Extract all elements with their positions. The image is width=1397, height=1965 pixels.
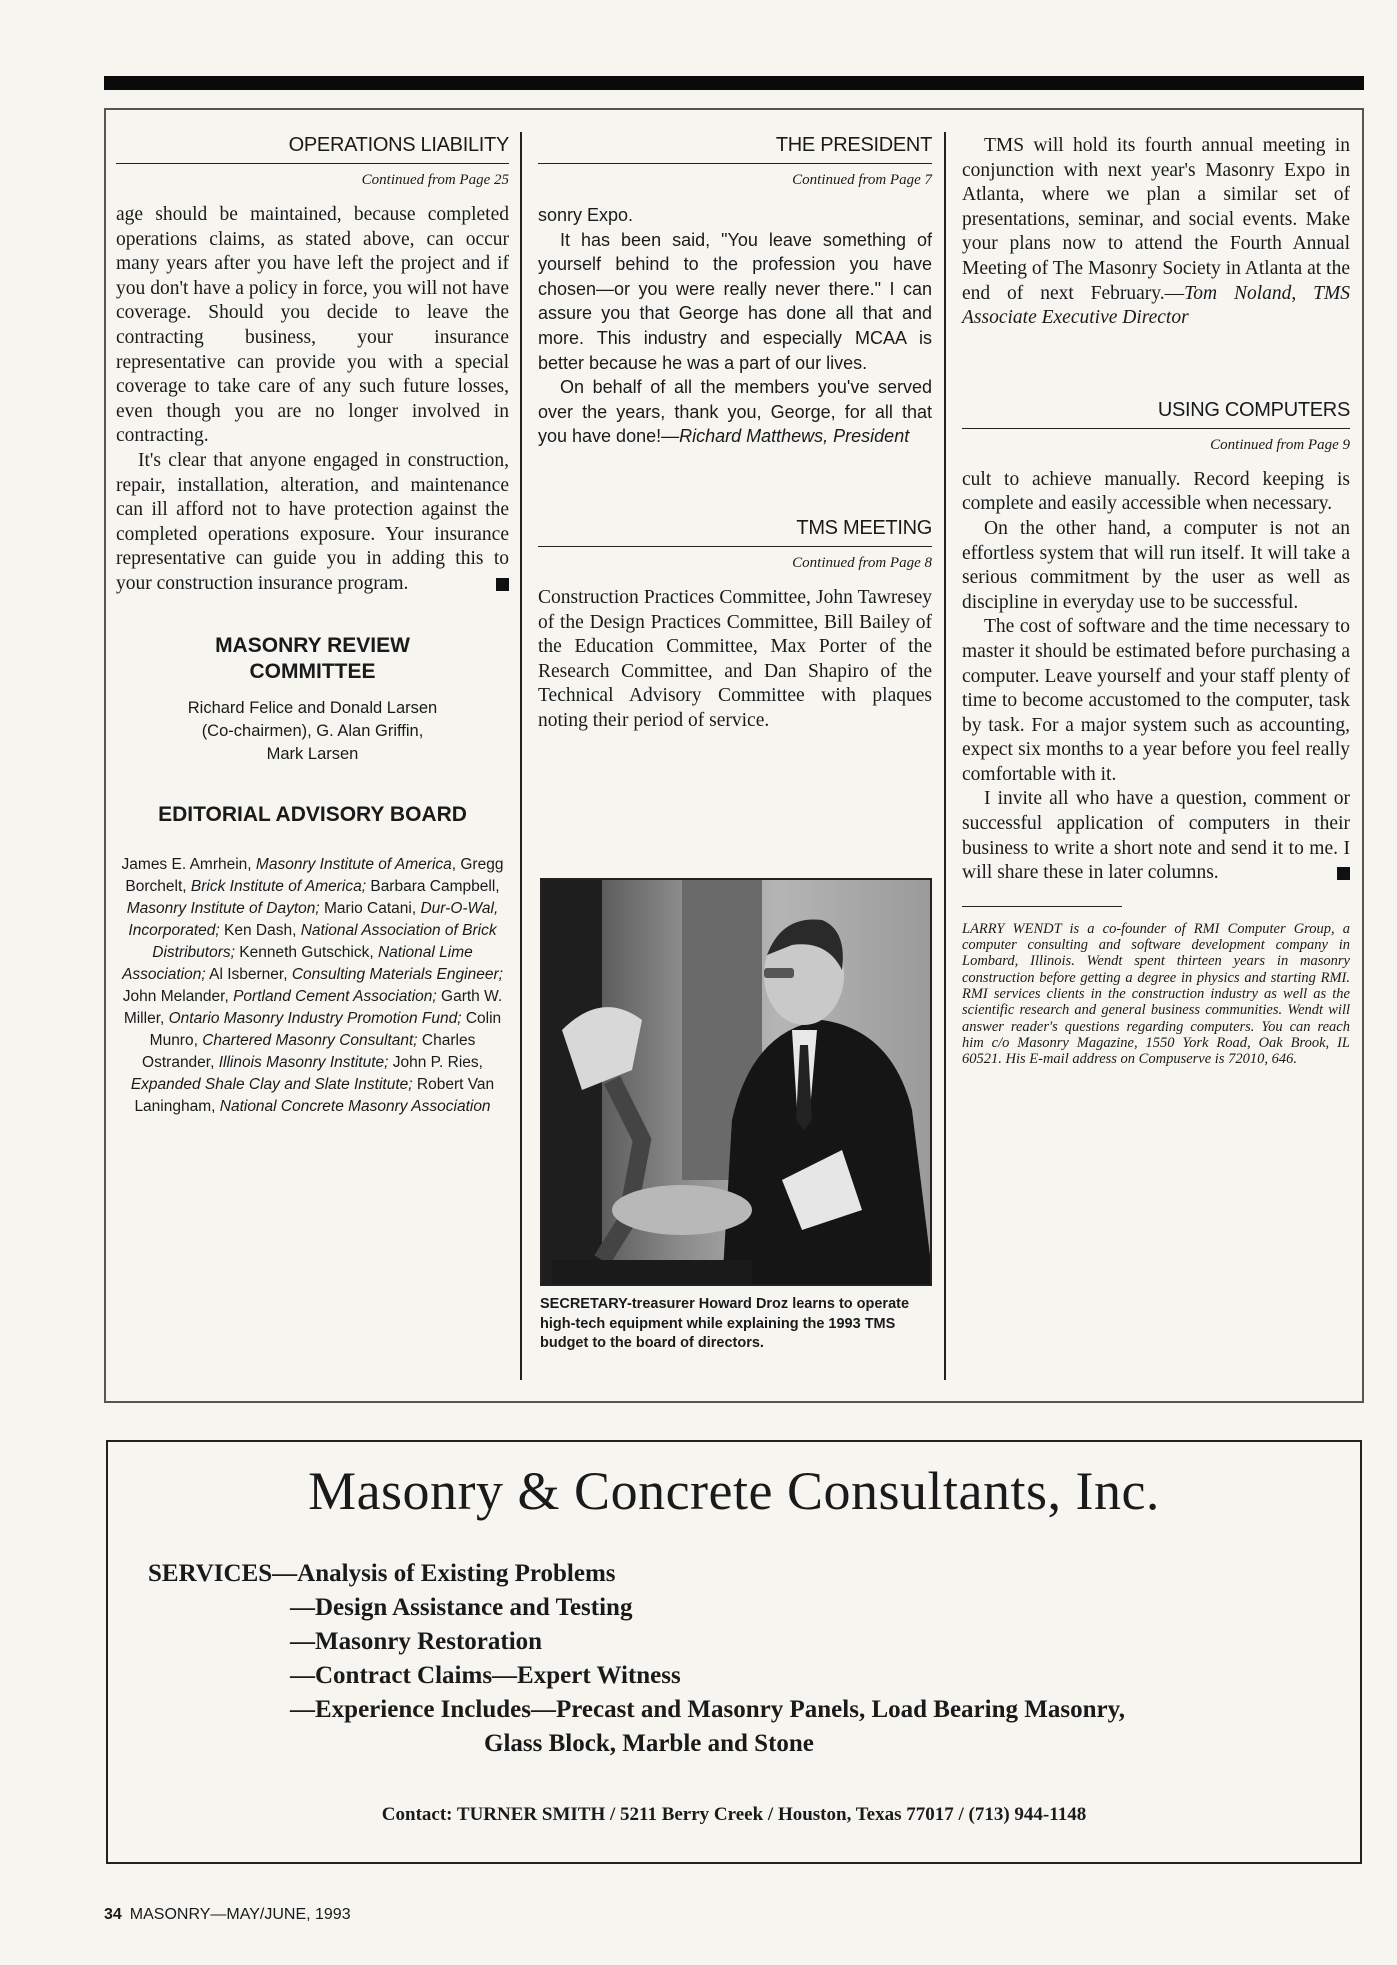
photo-howard-droz — [540, 878, 932, 1286]
ad-service-line: SERVICES—Analysis of Existing Problems — [148, 1560, 616, 1587]
section-title: USING COMPUTERS — [962, 399, 1350, 429]
author-bio: LARRY WENDT is a co-founder of RMI Computer Group, a computer consulting and software development company in Lombard, Illinois. Wendt spent thirteen years in masonry construction before getting a degree in physics and starting RMI. RMI services clients in the construction industry as well as the scientific research and general business communities. Wendt will answer reader's questions regarding computers. You can reach him c/o Masonry Magazine, 1550 York Road, Oak Brook, IL 60521. His E-mail address on Compuserve is 72010, 646. — [962, 920, 1350, 1068]
column-computers — [962, 134, 1350, 1068]
article-paragraph: I invite all who have a question, comment or successful application of computers in their business to write a short note and send it to me. I will share these in later columns. — [962, 788, 1350, 884]
continued-note: Continued from Page 25 — [361, 172, 509, 188]
photo-caption: SECRETARY-treasurer Howard Droz learns to operate high-tech equipment while explaining the 1993 TMS budget to the board of directors. — [540, 1296, 910, 1351]
page-number: 34 — [104, 1906, 122, 1923]
ad-contact: Contact: TURNER SMITH / 5211 Berry Creek / Houston, Texas 77017 / (713) 944-1148 — [381, 1804, 1087, 1825]
article-paragraph: It has been said, "You leave something of yourself behind to the profession you have chosen—or you were really never there." I can assure you that George has done all that and more. This industry and especially MCAA is better because he was a part of our lives. — [538, 229, 932, 373]
column-rule-2 — [944, 132, 946, 1380]
ad-title: Masonry & Concrete Consultants, Inc. — [308, 1461, 1160, 1521]
continued-note: Continued from Page 9 — [1210, 436, 1350, 453]
review-committee-heading: MASONRY REVIEW COMMITTEE — [215, 633, 410, 683]
article-paragraph: On the other hand, a computer is not an effortless system that will run itself. It will take a serious commitment by the user as well as discipline in everyday use to be successful. — [962, 517, 1350, 613]
editorial-board-members: James E. Amrhein, Masonry Institute of America, Gregg Borchelt, Brick Institute of America; Barbara Campbell, Masonry Institute of Dayton; Mario Catani, Dur-O-Wal, Incorporated; Ken Dash, National Association of Brick Distributors; Kenneth Gutschick, National Lime Association; Al Isberner, Consulting Materials Engineer; John Melander, Portland Cement Association; Garth W. Miller, Ontario Masonry Industry Promotion Fund; Colin Munro, Chartered Masonry Consultant; Charles Ostrander, Illinois Masonry Institute; John P. Ries, Expanded Shale Clay and Slate Institute; Robert Van Laningham, National Concrete Masonry Association — [121, 855, 504, 1115]
ad-service-line: —Design Assistance and Testing — [290, 1594, 633, 1621]
signature: Richard Matthews, President — [679, 426, 910, 447]
column-operations-liability — [116, 134, 509, 1118]
ad-service-line: —Masonry Restoration — [290, 1628, 543, 1655]
page-footer — [104, 1906, 351, 1924]
signature: Tom Noland, TMS Associate Executive Director — [962, 282, 1350, 329]
continued-note: Continued from Page 8 — [792, 554, 932, 571]
section-title: OPERATIONS LIABILITY — [116, 134, 509, 164]
article-paragraph: TMS will hold its fourth annual meeting in conjunction with next year's Masonry Expo in Atlanta, where we plan a similar set of presentations, seminar, and social events. Make your plans now to attend the Fourth Annual Meeting of The Masonry Society in Atlanta at the end of next February.—Tom Noland, TMS Associate Executive Director — [962, 135, 1350, 329]
article-paragraph: It's clear that anyone engaged in construction, repair, installation, alteration, and maintenance can ill afford not to have protection against the completed operations exposure. Your insurance representative can guide you in adding this to your construction insurance program. — [116, 449, 509, 594]
issue-label: MASONRY—MAY/JUNE, 1993 — [129, 1906, 351, 1923]
article-paragraph: The cost of software and the time necessary to master it should be estimated before purchasing a computer. Leave yourself and your staff plenty of time to become accustomed to the computer, task by task. For a major system such as accounting, expect six months to a year before you feel really comfortable with it. — [962, 616, 1350, 785]
photo-image — [542, 880, 932, 1286]
advertisement — [106, 1440, 1362, 1864]
section-title: TMS MEETING — [538, 517, 932, 547]
section-title: THE PRESIDENT — [538, 134, 932, 164]
end-mark-icon — [1337, 867, 1350, 880]
ad-service-line: —Contract Claims—Expert Witness — [290, 1662, 681, 1689]
column-rule-1 — [520, 132, 522, 1380]
column-president — [538, 134, 932, 734]
top-rule — [104, 76, 1364, 90]
article-paragraph: Construction Practices Committee, John Tawresey of the Design Practices Committee, Bill Bailey of the Education Committee, Max Porter of the Research Committee, and Dan Shapiro of the Technical Advisory Committee with plaques noting their period of service. — [538, 586, 932, 731]
article-paragraph: age should be maintained, because completed operations claims, as stated above, can occur many years after you have left the project and if you don't have a policy in force, you will not have coverage. Should you decide to leave the contracting business, your insurance representative can provide you with a special coverage to take care of any such future losses, even though you are no longer involved in contracting. — [116, 204, 509, 447]
article-paragraph: cult to achieve manually. Record keeping is complete and easily accessible when necessary. — [962, 468, 1350, 515]
article-paragraph: On behalf of all the members you've served over the years, thank you, George, for all that you have done!—Richard Matthews, President — [538, 377, 932, 447]
ad-service-line: —Experience Includes—Precast and Masonry Panels, Load Bearing Masonry, — [290, 1696, 1125, 1723]
review-committee-members: Richard Felice and Donald Larsen (Co-chairmen), G. Alan Griffin, Mark Larsen — [187, 698, 438, 763]
editorial-board-heading: EDITORIAL ADVISORY BOARD — [158, 802, 467, 826]
ad-service-line: Glass Block, Marble and Stone — [484, 1730, 814, 1757]
continued-note: Continued from Page 7 — [792, 172, 932, 188]
end-mark-icon — [496, 578, 509, 591]
bio-divider — [962, 886, 1122, 907]
article-paragraph: sonry Expo. — [538, 205, 634, 225]
